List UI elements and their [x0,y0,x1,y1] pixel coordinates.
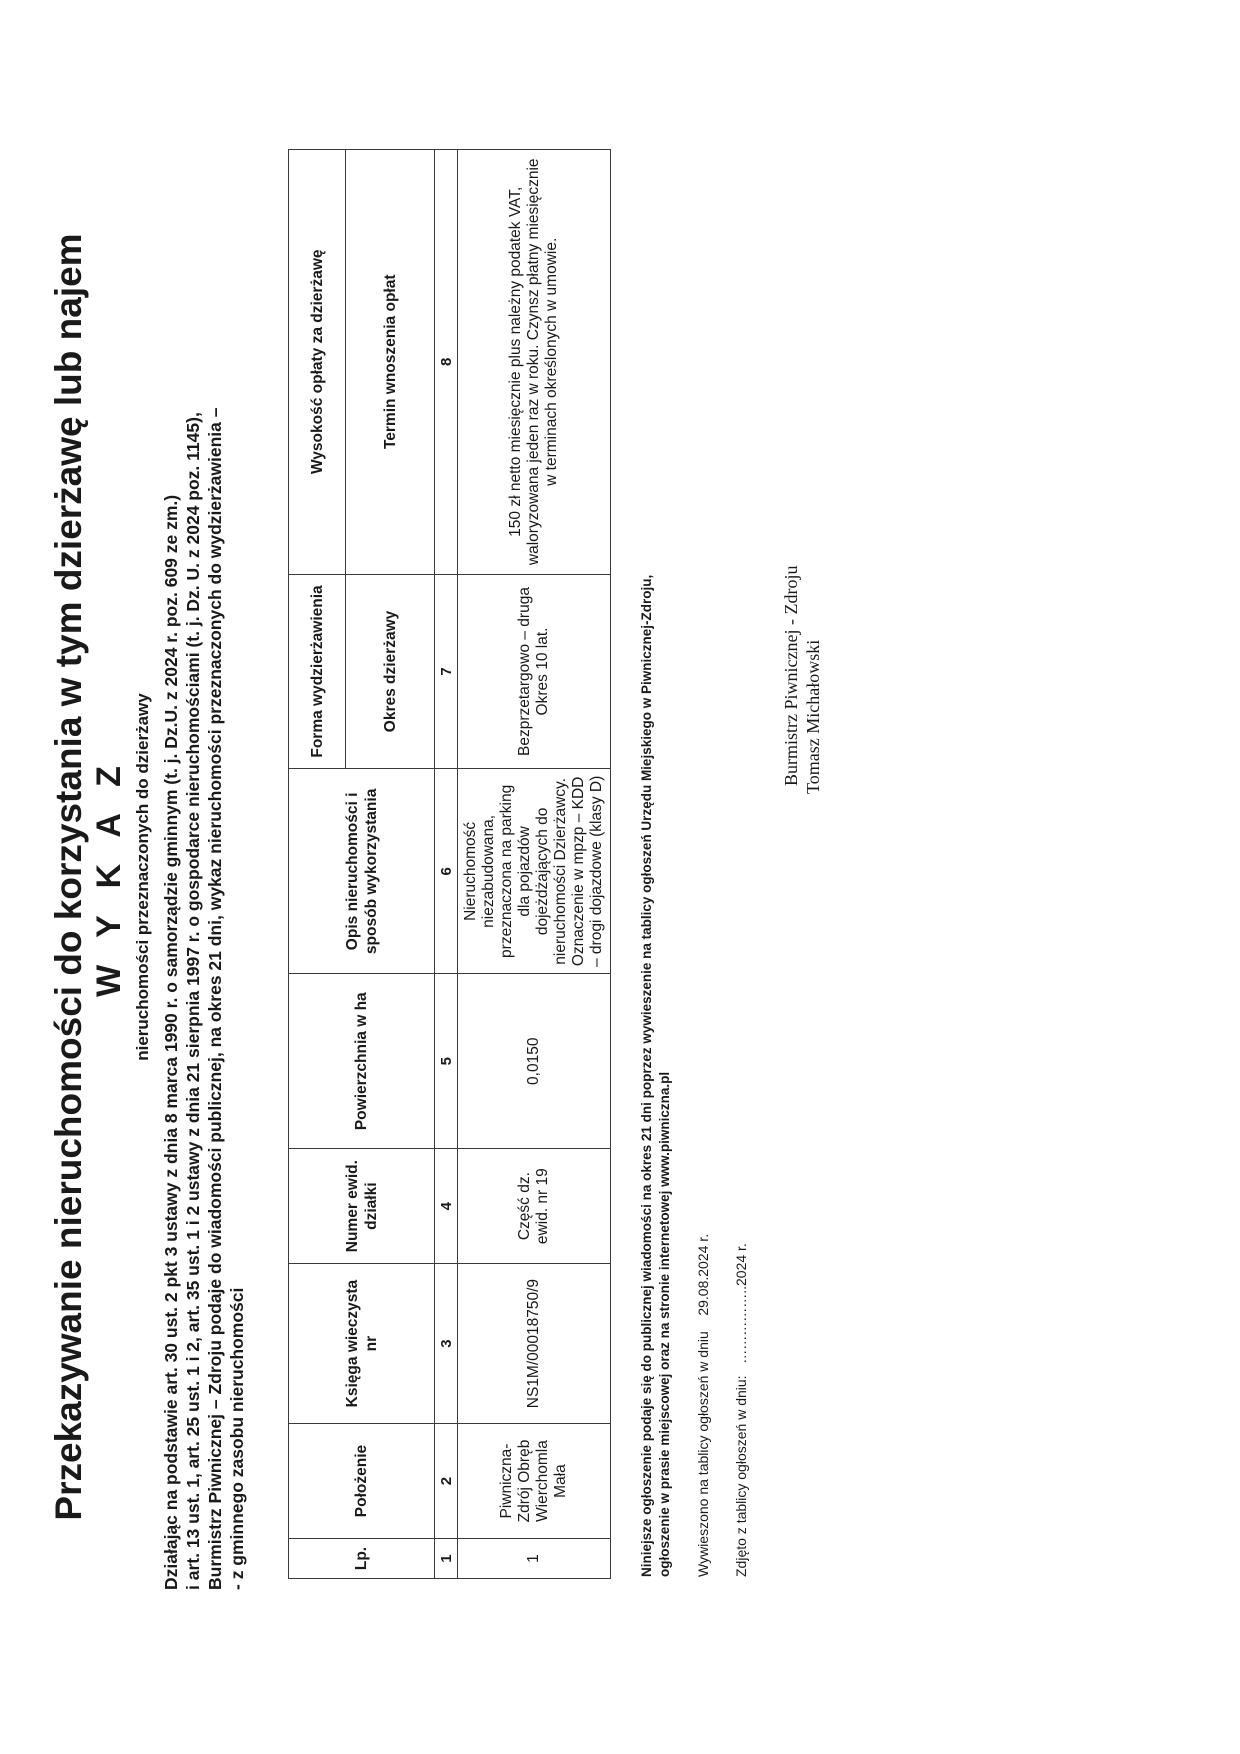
header-land-register: Księga wieczysta nr [289,1264,435,1424]
notice-line: Niniejsze ogłoszenie podaje się do publicznej wiadomości na okres 21 dni poprzez wywieszenie na tablicy ogłoszeń Urzędu Miejskiego w Piwnicznej-Zdroju, [639,574,654,1577]
intro-line: Działając na podstawie art. 30 ust. 2 pkt 3 ustawy z dnia 8 marca 1990 r. o samorządzie gminnym (t. j. Dz.U. z 2024 r. poz. 609 ze zm.) [161,494,181,1590]
signature-name: Tomasz Michałowski [803,639,823,794]
header-area: Powierzchnia w ha [289,974,435,1149]
removed-label: Zdjęto z tablicy ogłoszeń w dniu: [733,1375,749,1577]
removed-date-line [733,1243,749,1577]
column-number: 4 [435,1149,458,1264]
header-fee: Wysokość opłaty za dzierżawę [289,150,346,575]
header-form: Forma wydzierżawienia [289,574,346,769]
lease-period-value: Okres 10 lat. [534,627,551,716]
form-value: Bezprzetargowo – druga [516,587,533,756]
intro-paragraph [160,150,248,1590]
document-title: Przekazywanie nieruchomości do korzystania w tym dzierżawę lub najem [48,233,89,1521]
cell-fee: 150 zł netto miesięcznie plus należny podatek VAT, waloryzowana jeden raz w roku. Czynsz płatny miesięcznie w terminach określonych w umowie. [458,150,611,575]
signature-block [780,566,824,794]
intro-line: Burmistrz Piwnicznej – Zdroju podaje do wiadomości publicznej, na okres 21 dni, wykaz nieruchomości przeznaczonych do wydzierżawienia – [205,407,225,1590]
cell-lp: 1 [458,1539,611,1579]
column-number-row [435,150,458,1579]
cell-land-register: NS1M/00018750/9 [458,1264,611,1424]
cell-area: 0,0150 [458,974,611,1149]
posted-date-line [695,1234,711,1577]
header-plot-number: Numer ewid. działki [289,1149,435,1264]
posted-label: Wywieszono na tablicy ogłoszeń w dniu [695,1331,711,1577]
table-row [458,150,611,1579]
header-description: Opis nieruchomości i sposób wykorzystania [289,769,435,974]
column-number: 5 [435,974,458,1149]
cell-form [458,574,611,769]
signature-title: Burmistrz Piwnicznej - Zdroju [781,565,801,786]
property-table [288,149,611,1579]
column-number: 1 [435,1539,458,1579]
posted-date: 29.08.2024 r. [695,1233,711,1316]
removed-date: ……………..2024 r. [733,1243,749,1364]
header-location: Położenie [289,1424,435,1539]
column-number: 2 [435,1424,458,1539]
column-number: 3 [435,1264,458,1424]
intro-line: i art. 13 ust. 1, art. 25 ust. 1 i 2, art. 35 ust. 1 i 2 ustawy z dnia 21 sierpnia 1997 r. o gospodarce nieruchomościami (t. j. Dz. U. z 2024 poz. 1145), [183,412,203,1590]
notice-line: ogłoszenie w prasie miejscowej oraz na stronie internetowej www.piwniczna.pl [657,1071,672,1577]
header-lp: Lp. [289,1539,435,1579]
cell-plot-number: Część dz. ewid. nr 19 [458,1149,611,1264]
cell-location: Piwniczna-Zdrój Obręb Wierchomla Mała [458,1424,611,1539]
column-number: 6 [435,769,458,974]
column-number: 8 [435,150,458,575]
header-lease-period: Okres dzierżawy [346,574,435,769]
document-lead: nieruchomości przeznaczonych do dzierżawy [133,693,152,1061]
document-subtitle: W Y K A Z [90,757,128,997]
header-row [289,150,346,1579]
column-number: 7 [435,574,458,769]
cell-description: Nieruchomość niezabudowana, przeznaczona na parking dla pojazdów dojeżdżających do nieruchomości Dzierżawcy. Oznaczenie w mpzp – KDD – drogi dojazdowe (klasy D) [458,769,611,974]
publication-notice [638,137,674,1577]
intro-line: - z gminnego zasobu nieruchomości [227,1287,247,1590]
header-payment-term: Termin wnoszenia opłat [346,150,435,575]
